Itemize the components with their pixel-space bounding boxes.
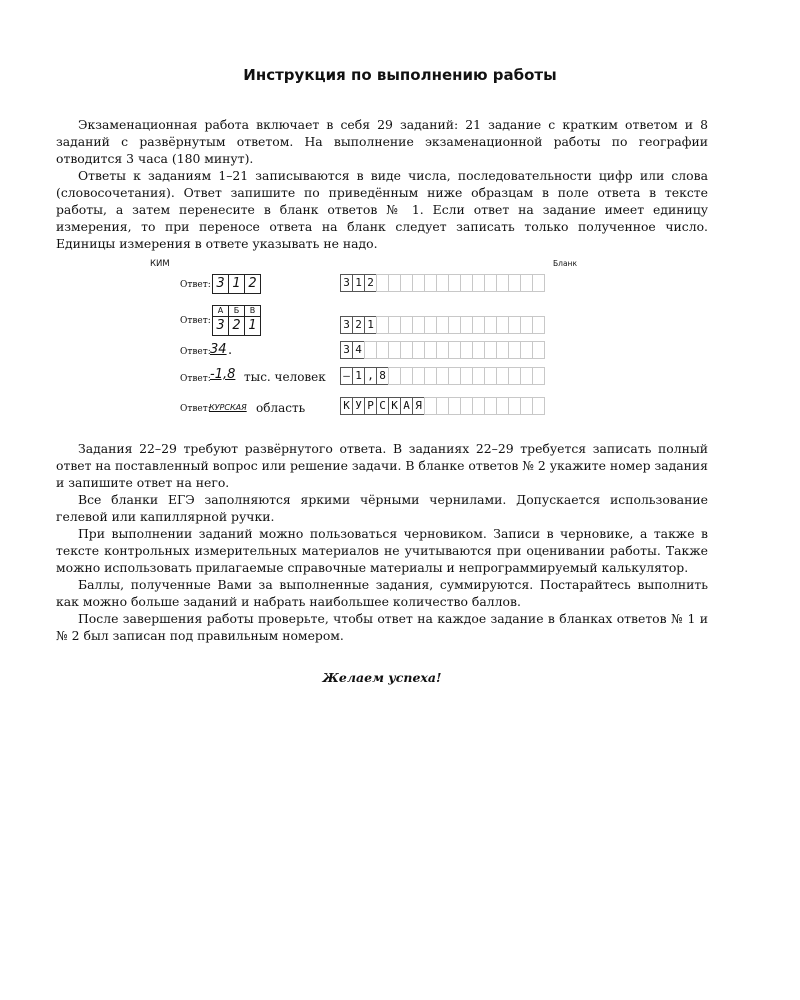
blank-cell	[532, 397, 545, 415]
kim-box: 2	[228, 316, 245, 336]
answer-label: Ответ:	[180, 280, 211, 290]
blank-cell: 3	[340, 274, 353, 292]
blank-cell: 1	[352, 274, 365, 292]
kim-box: 2	[244, 274, 261, 294]
blank-cell: 2	[364, 274, 377, 292]
answer-label: Ответ:	[180, 374, 211, 384]
answer-label: Ответ:	[180, 404, 211, 414]
kim-written-suffix: .	[228, 343, 233, 358]
kim-box: 1	[228, 274, 245, 294]
blank-cell: 4	[352, 341, 365, 359]
kim-boxes	[212, 274, 260, 294]
kim-label: КИМ	[150, 259, 170, 269]
kim-header: Б	[228, 305, 245, 317]
blank-cell: Я	[412, 397, 425, 415]
blank-cell	[532, 367, 545, 385]
blank-grid	[340, 367, 544, 385]
blank-cell: ,	[364, 367, 377, 385]
main-text	[56, 440, 708, 644]
kim-box: 1	[244, 316, 261, 336]
paragraph: При выполнении заданий можно пользоваться черновиком. Записи в черновике, а также в тексте контрольных измерительных материалов не учитываются при оценивании работы. Также можно использовать прилагаемые справочные материалы и непрограммируемый калькулятор.	[56, 526, 708, 575]
paragraph: Баллы, полученные Вами за выполненные задания, суммируются. Постарайтесь выполнить как можно больше заданий и набрать наибольшее количество баллов.	[56, 577, 708, 609]
blank-grid	[340, 274, 544, 292]
kim-box: 3	[212, 316, 229, 336]
blank-cell: У	[352, 397, 365, 415]
answer-label: Ответ:	[180, 347, 211, 357]
blank-grid	[340, 397, 544, 415]
paragraph: Ответы к заданиям 1–21 записываются в виде числа, последовательности цифр или слова (словосочетания). Ответ запишите по приведённым ниже образцам в поле ответа в тексте работы, а затем перенесите в бланк ответов № 1. Если ответ на задание имеет единицу измерения, то при переносе ответа на бланк следует записать только полученное число. Единицы измерения в ответе указывать не надо.	[56, 168, 708, 251]
blank-cell: 3	[340, 341, 353, 359]
kim-header: А	[212, 305, 229, 317]
blank-cell	[532, 274, 545, 292]
paragraph: Задания 22–29 требуют развёрнутого ответа. В заданиях 22–29 требуется записать полный ответ на поставленный вопрос или решение задачи. В бланке ответов № 2 укажите номер задания и запишите ответ на него.	[56, 441, 708, 490]
paragraph: После завершения работы проверьте, чтобы ответ на каждое задание в бланках ответов № 1 и № 2 был записан под правильным номером.	[56, 611, 708, 643]
kim-written-answer: -1,8	[210, 367, 236, 382]
blank-grid	[340, 316, 544, 334]
unit-label: область	[256, 401, 306, 415]
blank-cell: К	[388, 397, 401, 415]
closing-wish: Желаем успеха!	[322, 670, 442, 685]
blank-cell: А	[400, 397, 413, 415]
blank-cell: 3	[340, 316, 353, 334]
blank-cell: –	[340, 367, 353, 385]
blank-grid	[340, 341, 544, 359]
blank-cell	[532, 341, 545, 359]
blank-cell: К	[340, 397, 353, 415]
unit-label: тыс. человек	[244, 370, 326, 384]
blank-cell: 1	[352, 367, 365, 385]
page-title: Инструкция по выполнению работы	[243, 66, 557, 84]
intro-text	[56, 116, 708, 252]
answer-label: Ответ:	[180, 316, 211, 326]
paragraph: Экзаменационная работа включает в себя 29 заданий: 21 задание с кратким ответом и 8 заданий с развёрнутым ответом. На выполнение экзаменационной работы по географии отводится 3 часа (180 минут).	[56, 117, 708, 166]
kim-written-answer: 34	[210, 342, 227, 357]
paragraph: Все бланки ЕГЭ заполняются яркими чёрными чернилами. Допускается использование гелевой или капиллярной ручки.	[56, 492, 708, 524]
blank-label: Бланк	[553, 259, 577, 268]
kim-header: В	[244, 305, 261, 317]
blank-cell: Р	[364, 397, 377, 415]
blank-cell: 1	[364, 316, 377, 334]
blank-cell: 2	[352, 316, 365, 334]
kim-written-answer: КУРСКАЯ	[209, 403, 247, 412]
blank-cell: 8	[376, 367, 389, 385]
kim-boxes	[212, 316, 260, 336]
blank-cell	[532, 316, 545, 334]
blank-cell: С	[376, 397, 389, 415]
kim-box: 3	[212, 274, 229, 294]
